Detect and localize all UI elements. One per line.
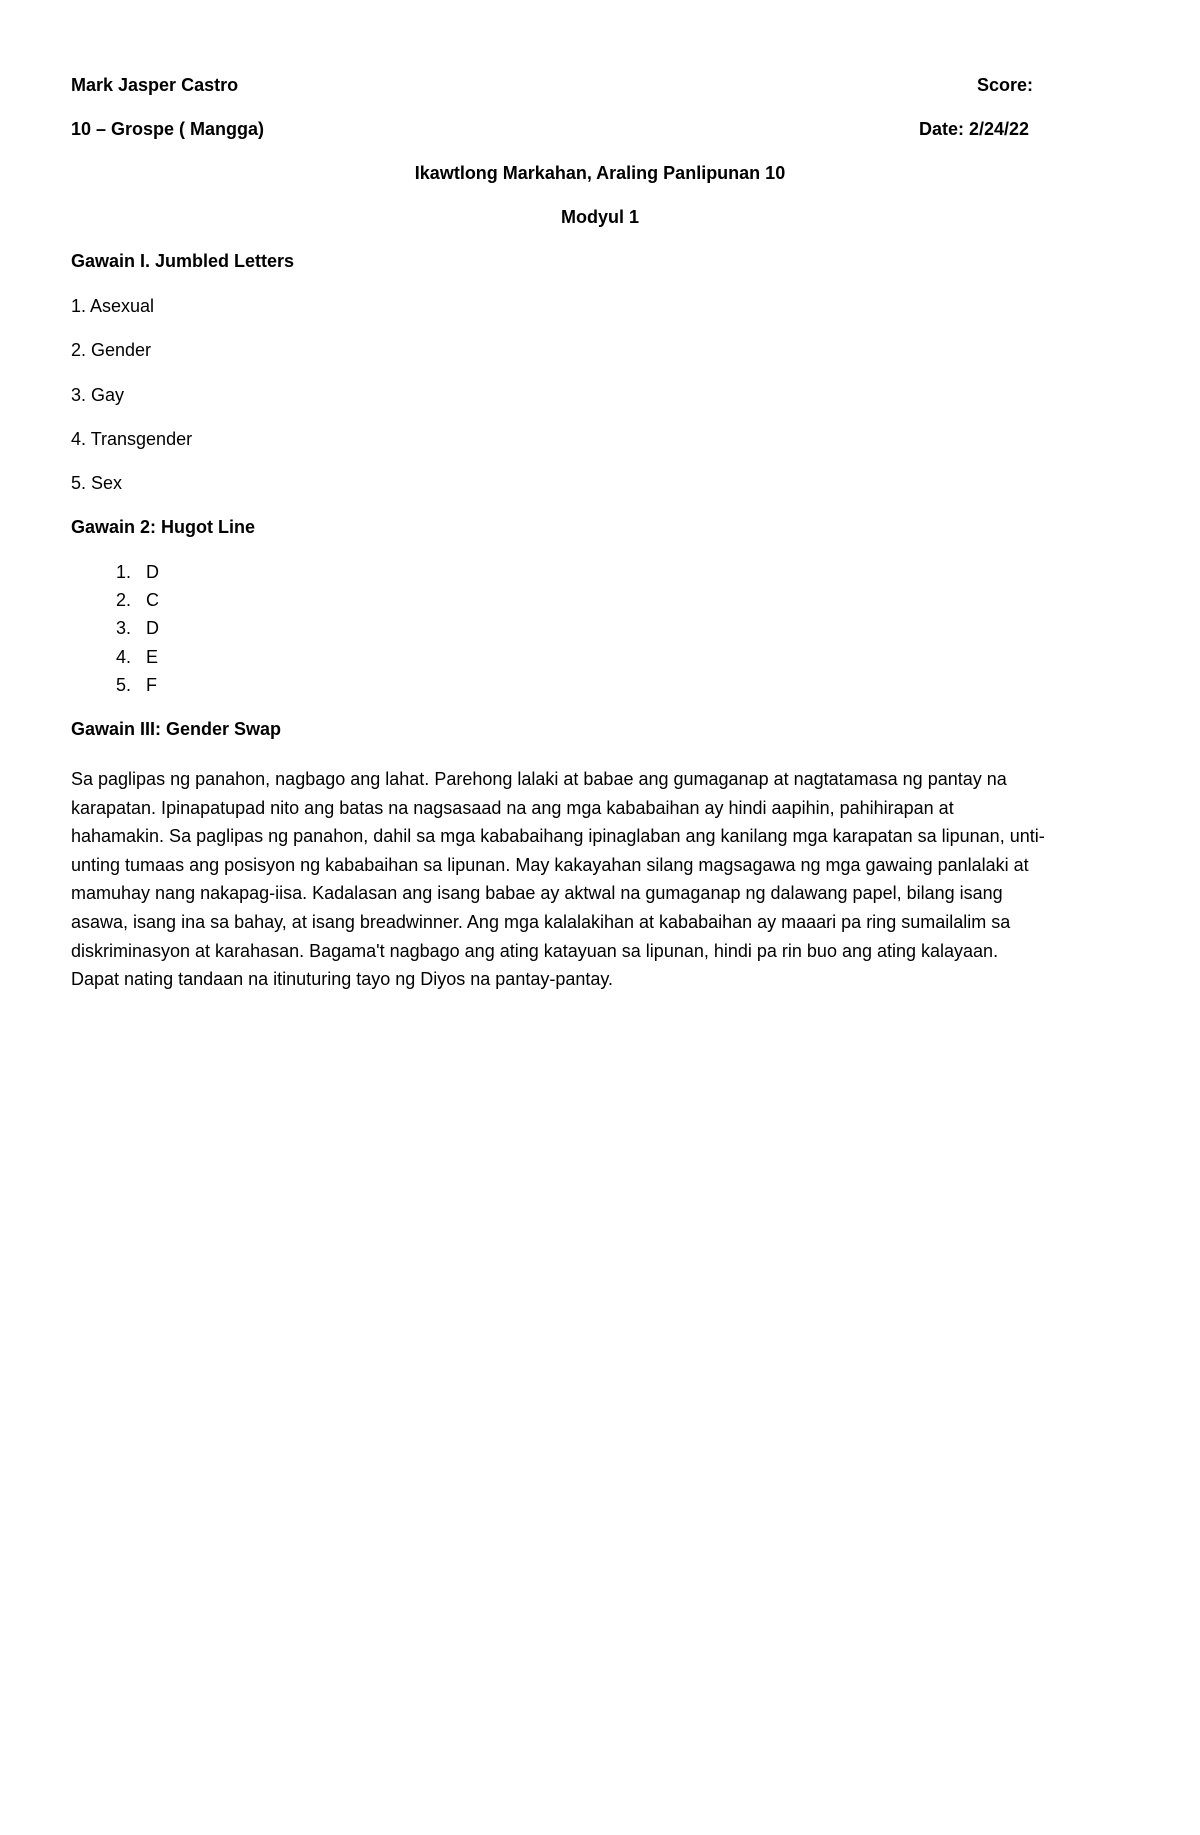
document-title: Ikawtlong Markahan, Araling Panlipunan 10 bbox=[414, 163, 786, 183]
date-label: Date: 2/24/22 bbox=[919, 119, 1030, 139]
gawain1-item: 4. Transgender bbox=[71, 429, 193, 449]
gawain3-heading: Gawain III: Gender Swap bbox=[71, 719, 282, 739]
item-number: 1. bbox=[115, 562, 131, 582]
gawain1-item: 2. Gender bbox=[71, 340, 152, 360]
item-number: 3. bbox=[115, 618, 131, 638]
gawain1-item: 1. Asexual bbox=[71, 296, 155, 316]
paragraph-line: asawa, isang ina sa bahay, at isang breadwinner. Ang mga kalalakihan at kababaihan ay maaari pa ring sumailalim sa bbox=[71, 911, 1011, 932]
item-answer: E bbox=[146, 647, 159, 667]
paragraph-line: diskriminasyon at karahasan. Bagama't nagbago ang ating katayuan sa lipunan, hindi pa rin buo ang ating kalayaan. bbox=[71, 940, 999, 961]
paragraph-line: Sa paglipas ng panahon, nagbago ang lahat. Parehong lalaki at babae ang gumaganap at nagtatamasa ng pantay na bbox=[71, 769, 1007, 789]
item-number: 2. bbox=[115, 590, 131, 610]
paragraph-line: Dapat nating tandaan na itinuturing tayo ng Diyos na pantay-pantay. bbox=[71, 969, 614, 990]
item-answer: D bbox=[146, 562, 159, 582]
item-number: 4. bbox=[115, 647, 131, 667]
gender-swap-paragraph bbox=[71, 765, 1131, 994]
item-number: 5. bbox=[115, 675, 131, 695]
gawain1-heading: Gawain I. Jumbled Letters bbox=[71, 251, 295, 271]
section-label: 10 – Grospe ( Mangga) bbox=[71, 119, 265, 139]
item-answer: F bbox=[146, 675, 157, 695]
paragraph-line: unting tumaas ang posisyon ng kababaihan sa lipunan. May kakayahan silang magsagawa ng mga gawaing panlalaki at bbox=[71, 854, 1029, 875]
gawain1-item: 3. Gay bbox=[71, 385, 125, 405]
module-label: Modyul 1 bbox=[560, 207, 639, 227]
item-answer: D bbox=[146, 618, 159, 638]
score-label: Score: bbox=[977, 75, 1034, 95]
student-name: Mark Jasper Castro bbox=[71, 75, 239, 95]
gawain2-heading: Gawain 2: Hugot Line bbox=[71, 517, 256, 537]
paragraph-line: karapatan. Ipinapatupad nito ang batas na nagsasaad na ang mga kababaihan ay hindi aapihin, pahihirapan at bbox=[71, 797, 954, 818]
paragraph-line: mamuhay nang nakapag-iisa. Kadalasan ang isang babae ay aktwal na gumaganap ng dalawang papel, bilang isang bbox=[71, 883, 1003, 904]
paragraph-line: hahamakin. Sa paglipas ng panahon, dahil sa mga kababaihang ipinaglaban ang kanilang mga karapatan sa lipunan, unti- bbox=[71, 826, 1045, 847]
item-answer: C bbox=[146, 590, 159, 610]
gawain1-item: 5. Sex bbox=[71, 473, 123, 493]
